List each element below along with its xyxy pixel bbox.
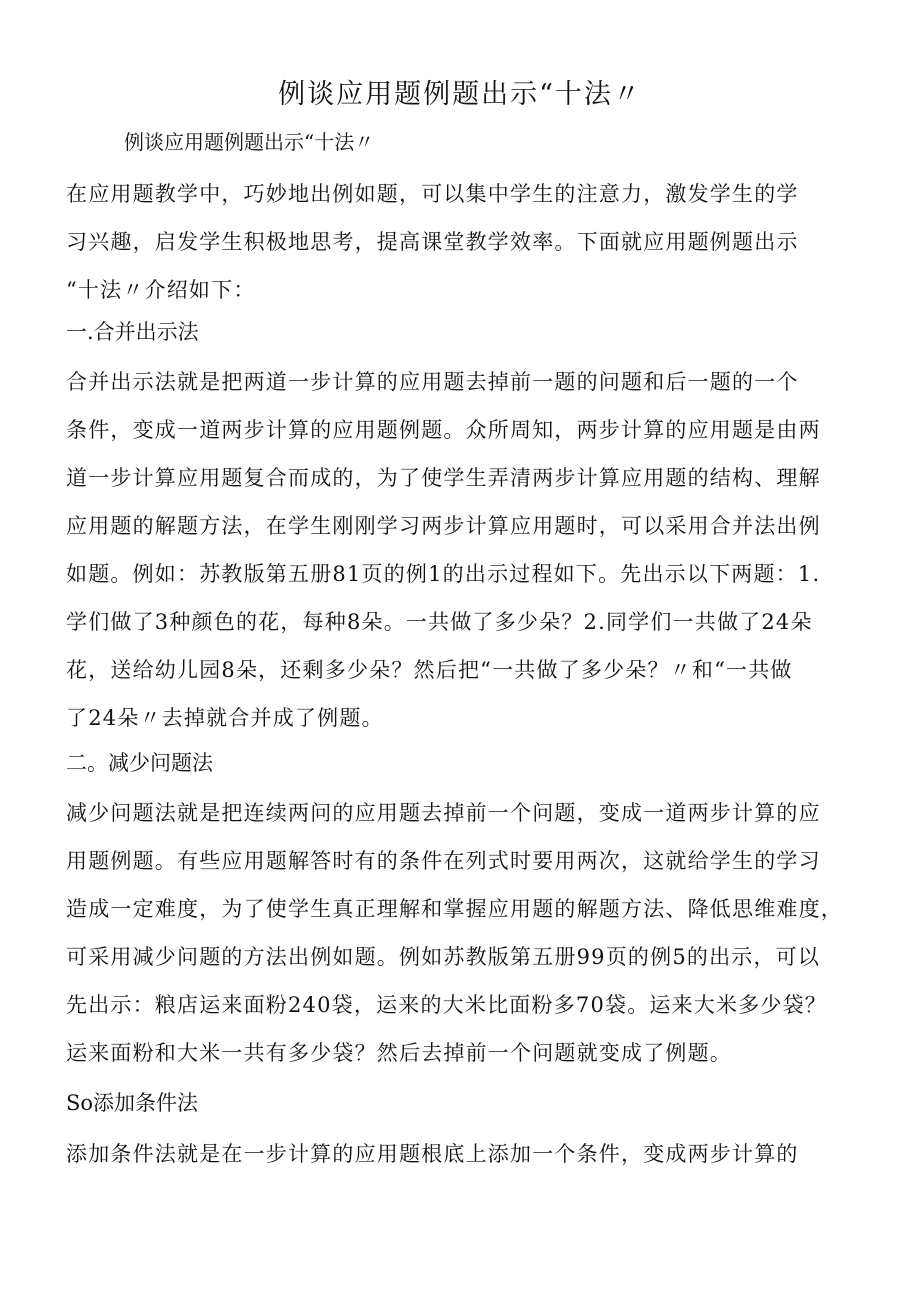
section-heading-3: So添加条件法 <box>66 1091 199 1115</box>
section-1-line: 道一步计算应用题复合而成的，为了使学生弄清两步计算应用题的结构、理解 <box>66 466 821 490</box>
document-subtitle: 例谈应用题例题出示“十法〃 <box>124 130 375 154</box>
section-2-line: 可采用减少问题的方法出例如题。例如苏教版第五册99页的例5的出示，可以 <box>66 945 821 969</box>
section-2-paragraph <box>66 789 866 1077</box>
section-2-line: 造成一定难度，为了使学生真正理解和掌握应用题的解题方法、降低思维难度， <box>66 897 843 921</box>
section-2-line: 先出示：粮店运来面粉240袋，运来的大米比面粉多70袋。运来大米多少袋？ <box>66 993 828 1017</box>
section-heading-2: 二。减少问题法 <box>66 751 213 775</box>
section-1-line: 应用题的解题方法，在学生刚刚学习两步计算应用题时，可以采用合并法出例 <box>66 514 821 538</box>
document-title: 例谈应用题例题出示“十法〃 <box>278 79 642 110</box>
intro-paragraph <box>66 170 866 314</box>
section-1-paragraph <box>66 358 866 742</box>
section-2-line: 用题例题。有些应用题解答时有的条件在列式时要用两次，这就给学生的学习 <box>66 849 821 873</box>
section-1-line: 了24朵〃去掉就合并成了例题。 <box>66 706 384 730</box>
section-3-paragraph <box>66 1130 866 1178</box>
section-3-line: 添加条件法就是在一步计算的应用题根底上添加一个条件，变成两步计算的 <box>66 1142 799 1166</box>
section-2-line: 运来面粉和大米一共有多少袋？然后去掉前一个问题就变成了例题。 <box>66 1041 732 1065</box>
intro-line: “十法〃介绍如下： <box>66 278 256 302</box>
section-1-line: 条件，变成一道两步计算的应用题例题。众所周知，两步计算的应用题是由两 <box>66 418 821 442</box>
section-1-line: 合并出示法就是把两道一步计算的应用题去掉前一题的问题和后一题的一个 <box>66 370 799 394</box>
section-1-line: 如题。例如：苏教版第五册81页的例1的出示过程如下。先出示以下两题：1. <box>66 562 821 586</box>
intro-line: 在应用题教学中，巧妙地出例如题，可以集中学生的注意力，激发学生的学 <box>66 182 799 206</box>
section-heading-1: 一.合并出示法 <box>66 320 199 344</box>
section-2-line: 减少问题法就是把连续两问的应用题去掉前一个问题，变成一道两步计算的应 <box>66 801 821 825</box>
section-1-line: 学们做了3种颜色的花，每种8朵。一共做了多少朵？2.同学们一共做了24朵 <box>66 610 813 634</box>
intro-line: 习兴趣，启发学生积极地思考，提高课堂教学效率。下面就应用题例题出示 <box>66 230 799 254</box>
section-1-line: 花，送给幼儿园8朵，还剩多少朵？然后把“一共做了多少朵？〃和“一共做 <box>66 658 793 682</box>
